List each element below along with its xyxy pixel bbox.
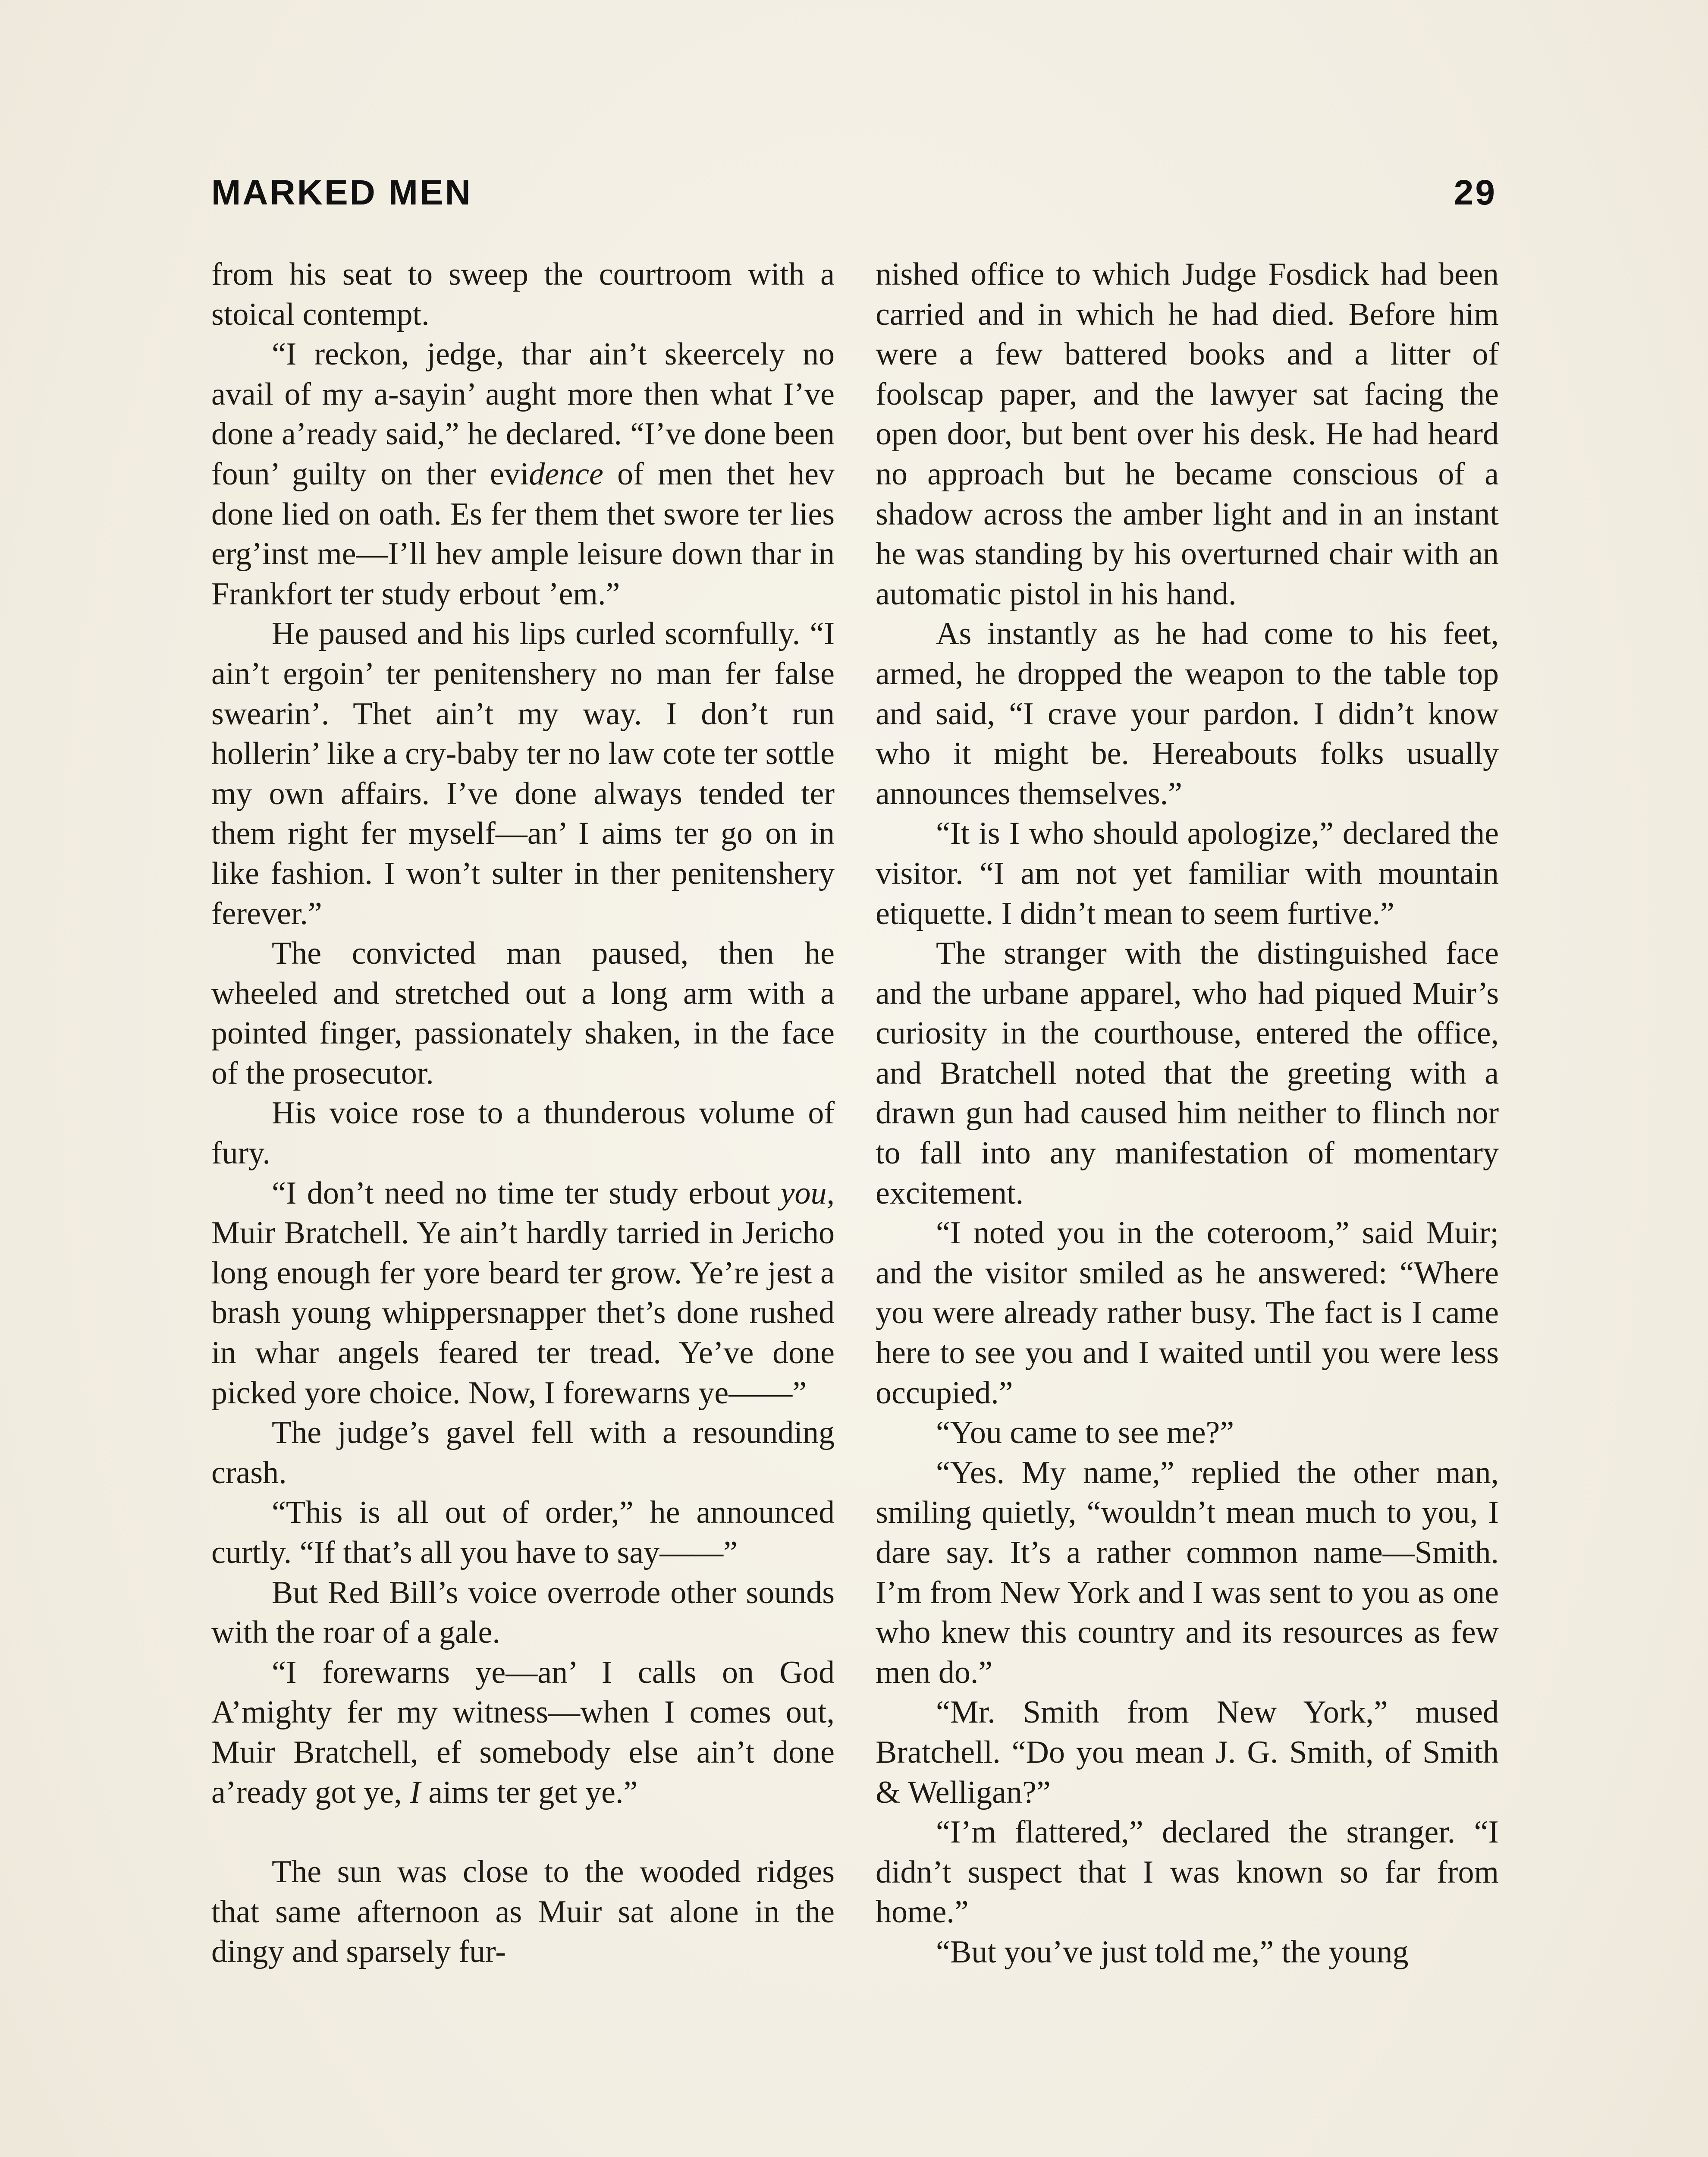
paragraph: He paused and his lips curled scornfully. “I ain’t ergoin’ ter penitenshery no man fer false swearin’. Thet ain’t my way. I don’t run hollerin’ like a cry-baby ter no law cote ter sottle my own affairs. I’ve done always tended ter them right fer myself—an’ I aims ter go on in like fashion. I won’t sulter in ther penitenshery ferever.” [211, 616, 835, 931]
paragraph: As instantly as he had come to his feet, armed, he dropped the weapon to the table top and said, “I crave your pardon. I didn’t know who it might be. Hereabouts folks usually announces themselves.” [876, 616, 1499, 811]
paragraph: “Yes. My name,” replied the other man, smiling quietly, “wouldn’t mean much to you, I dare say. It’s a rather common name—Smith. I’m from New York and I was sent to you as one who knew this country and its resources as few men do.” [876, 1455, 1499, 1690]
paragraph: “But you’ve just told me,” the young [936, 1934, 1409, 1970]
right-column [876, 255, 1499, 1972]
paragraph: The stranger with the distinguished face and the urbane apparel, who had piqued Muir’s curiosity in the courthouse, entered the office, and Bratchell noted that the greeting with a drawn gun had caused him neither to flinch nor to fall into any manifestation of momentary excitement. [876, 936, 1499, 1211]
paragraph: But Red Bill’s voice overrode other sounds with the roar of a gale. [211, 1575, 835, 1651]
paragraph: “It is I who should apologize,” declared the visitor. “I am not yet familiar with mountain etiquette. I didn’t mean to seem furtive.” [876, 816, 1499, 931]
paragraph: The convicted man paused, then he wheeled and stretched out a long arm with a pointed finger, passionately shaken, in the face of the prosecutor. [211, 936, 835, 1091]
left-column [211, 255, 835, 1972]
paragraph: The sun was close to the wooded ridges that same afternoon as Muir sat alone in the dingy and sparsely fur- [211, 1854, 835, 1970]
paragraph: His voice rose to a thunderous volume of fury. [211, 1095, 835, 1171]
paragraph: “I noted you in the coteroom,” said Muir; and the visitor smiled as he answered: “Where you were already rather busy. The fact is I came here to see you and I waited until you were less occupied.” [876, 1215, 1499, 1411]
page-number: 29 [1454, 173, 1497, 212]
paragraph: “I forewarns ye—an’ I calls on God A’mighty fer my witness—when I comes out, Muir Bratchell, ef somebody else ain’t done a’ready got ye, I aims ter get ye.” [211, 1654, 835, 1810]
running-head [211, 173, 1497, 224]
paragraph: “You came to see me?” [936, 1415, 1234, 1451]
paragraph: from his seat to sweep the courtroom with a stoical contempt. [211, 257, 835, 332]
paragraph: “I’m flattered,” declared the stranger. “I didn’t suspect that I was known so far from home.” [876, 1814, 1499, 1930]
paragraph: “I reckon, jedge, thar ain’t skeercely no avail of my a-sayin’ aught more then what I’ve done a’ready said,” he declared. “I’ve done been foun’ guilty on ther evidence of men thet hev done lied on oath. Es fer them thet swore ter lies erg’inst me—I’ll hev ample leisure down thar in Frankfort ter study erbout ’em.” [211, 336, 835, 612]
paragraph: nished office to which Judge Fosdick had been carried and in which he had died. Before him were a few battered books and a litter of foolscap paper, and the lawyer sat facing the open door, but bent over his desk. He had heard no approach but he became conscious of a shadow across the amber light and in an instant he was standing by his overturned chair with an automatic pistol in his hand. [876, 257, 1499, 612]
paragraph: “This is all out of order,” he announced curtly. “If that’s all you have to say——” [211, 1495, 835, 1570]
chapter-title: MARKED MEN [211, 173, 472, 212]
paragraph: “I don’t need no time ter study erbout you, Muir Bratchell. Ye ain’t hardly tarried in Jericho long enough fer yore beard ter grow. Ye’re jest a brash young whippersnapper thet’s done rushed in whar angels feared ter tread. Ye’ve done picked yore choice. Now, I forewarns ye——” [211, 1175, 835, 1411]
paragraph: “Mr. Smith from New York,” mused Bratchell. “Do you mean J. G. Smith, of Smith & Welligan?” [876, 1695, 1499, 1810]
paragraph: The judge’s gavel fell with a resounding crash. [211, 1415, 835, 1490]
